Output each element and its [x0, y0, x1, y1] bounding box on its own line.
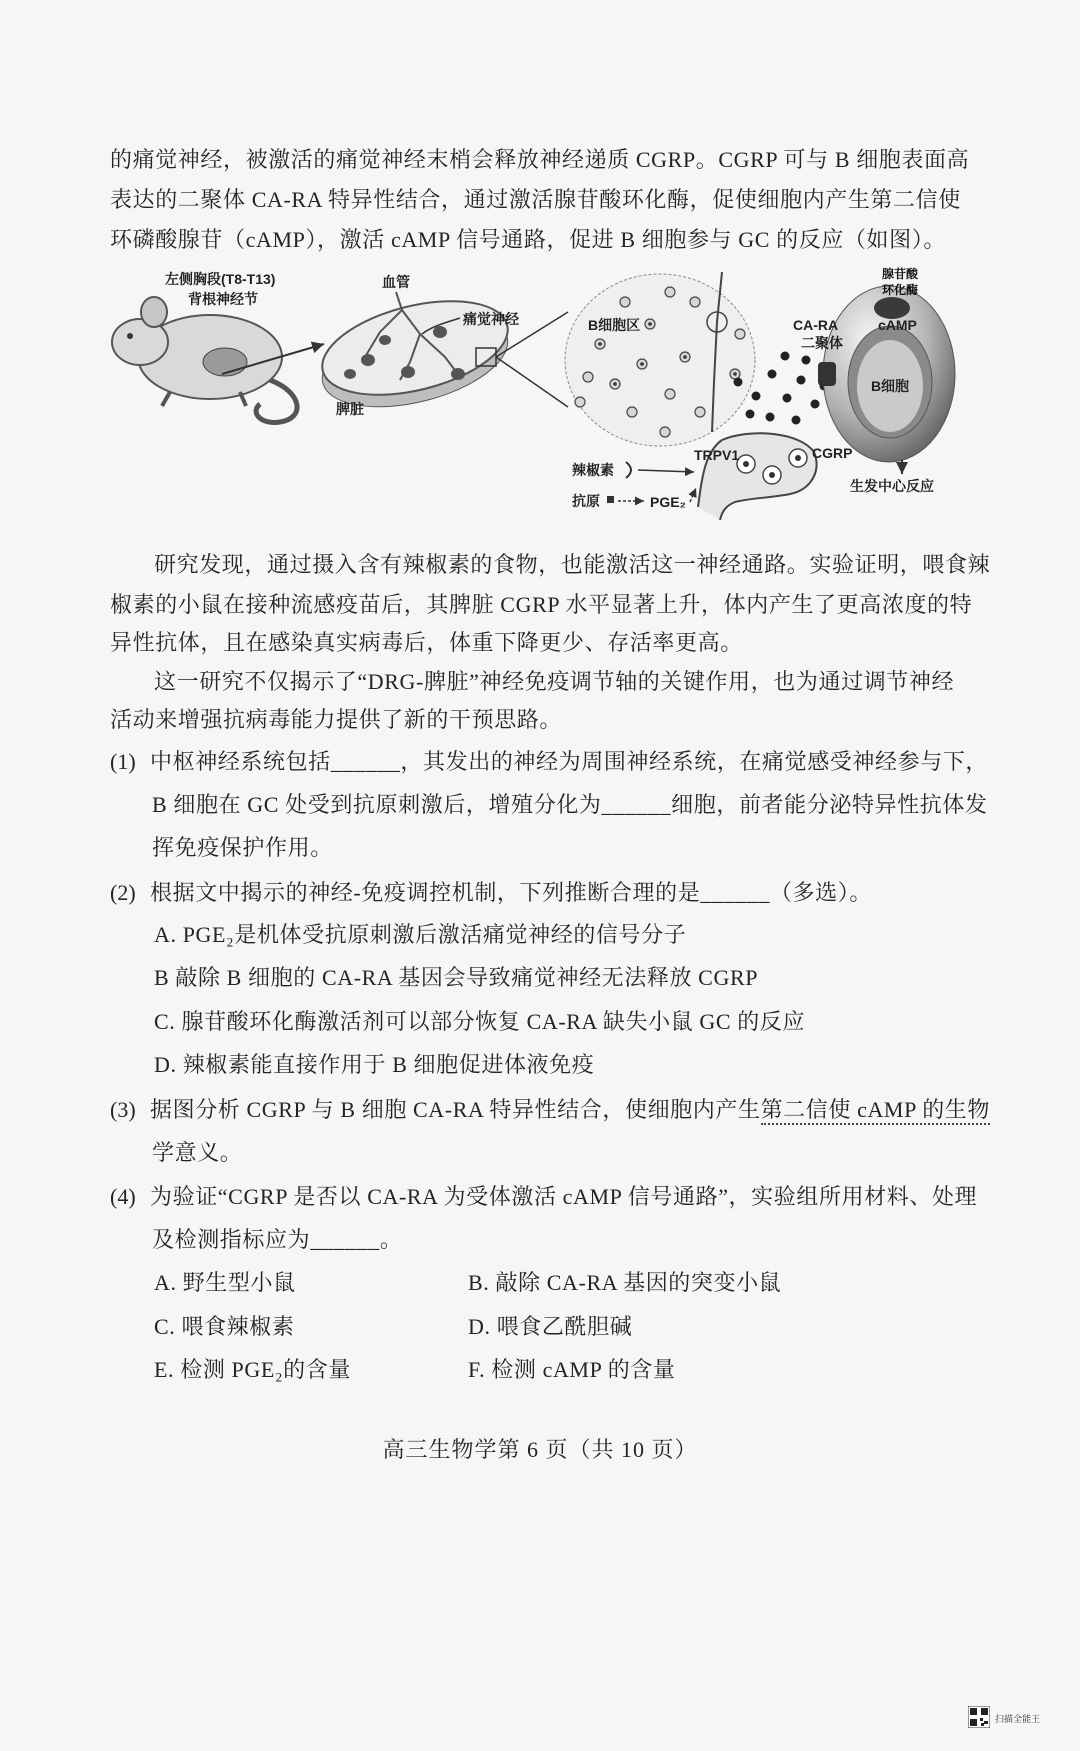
label-ca-ra: CA-RA — [793, 317, 839, 333]
label-pain-nerve: 痛觉神经 — [463, 311, 519, 327]
option-a: A. PGE₂是机体受抗原刺激后激活痛觉神经的信号分子 — [154, 922, 687, 947]
b-cell-small — [665, 287, 675, 297]
b-cell-nucleus — [683, 355, 687, 359]
question-1-text: 中枢神经系统包括 — [150, 749, 331, 774]
question-1-text: B 细胞在 GC 处受到抗原刺激后，增殖分化为 — [152, 792, 602, 817]
question-2-number: (2) — [110, 880, 136, 905]
significance-line: 活动来增强抗病毒能力提供了新的干预思路。 — [110, 707, 563, 732]
question-1-number: (1) — [110, 749, 136, 774]
question-2-text: 根据文中揭示的神经-免疫调控机制，下列推断合理的是 — [150, 880, 701, 905]
label-blood-vessel: 血管 — [382, 274, 410, 290]
significance-line: 这一研究不仅揭示了“DRG-脾脏”神经免疫调节轴的关键作用，也为通过调节神经 — [154, 669, 955, 694]
b-cell-nucleus — [648, 322, 652, 326]
b-cell-small — [690, 297, 700, 307]
cgrp-molecule — [781, 352, 790, 361]
white-pulp — [379, 335, 391, 345]
cgrp-molecule — [752, 392, 761, 401]
cgrp-molecule — [797, 376, 806, 385]
option-a: A. 野生型小鼠 — [154, 1270, 296, 1295]
question-2-stem — [150, 879, 872, 907]
question-2-text: （多选）。 — [769, 880, 872, 905]
question-3-text: 据图分析 CGRP 与 B 细胞 CA-RA 特异性结合，使细胞内产生 — [150, 1097, 761, 1122]
mouse-ganglion-region — [203, 348, 247, 376]
white-pulp — [433, 326, 447, 338]
b-cell-small — [660, 427, 670, 437]
question-1-line: 挥免疫保护作用。 — [152, 835, 333, 860]
cgrp-molecule — [766, 413, 775, 422]
question-3-number: (3) — [110, 1097, 136, 1122]
label-spleen: 脾脏 — [336, 401, 364, 417]
option-e: E. 检测 PGE₂的含量 — [154, 1357, 351, 1382]
mouse-label-segment: 左侧胸段(T8-T13) — [165, 271, 276, 287]
research-line: 研究发现，通过摄入含有辣椒素的食物，也能激活这一神经通路。实验证明，喂食辣 — [154, 552, 991, 577]
label-b-cell: B细胞 — [870, 378, 910, 394]
mouse-label-ganglion: 背根神经节 — [188, 291, 258, 307]
question-4-text: 及检测指标应为 — [152, 1227, 311, 1252]
label-b-cell-zone: B细胞区 — [588, 317, 641, 333]
question-4-text: 。 — [379, 1227, 403, 1252]
option-b: B 敲除 B 细胞的 CA-RA 基因会导致痛觉神经无法释放 CGRP — [154, 965, 759, 990]
cgrp-molecule — [792, 416, 801, 425]
label-trpv1: TRPV1 — [694, 447, 740, 463]
b-cell-small — [695, 407, 705, 417]
option-c: C. 腺苷酸环化酶激活剂可以部分恢复 CA-RA 缺失小鼠 GC 的反应 — [154, 1009, 806, 1034]
antigen-particle — [607, 496, 614, 503]
answer-blank: ______ — [601, 792, 672, 817]
mouse-eye — [127, 333, 133, 339]
scanner-watermark-text: 扫描全能王 — [995, 1714, 1041, 1724]
label-dimer: 二聚体 — [801, 335, 843, 351]
emphasized-text: 第二信使 cAMP 的生物 — [761, 1097, 990, 1125]
answer-blank: ______ — [330, 749, 401, 774]
b-cell-nucleus — [640, 362, 644, 366]
b-cell-small — [575, 397, 585, 407]
white-pulp — [361, 354, 375, 366]
adenylate-cyclase — [874, 297, 910, 319]
cgrp-molecule — [746, 410, 755, 419]
ca-ra-receptor — [818, 362, 836, 386]
vesicle-content — [769, 472, 775, 478]
b-cell-nucleus — [733, 372, 737, 376]
b-cell-small — [620, 297, 630, 307]
b-cell-small — [627, 407, 637, 417]
question-3-line — [150, 1096, 990, 1124]
b-cell-nucleus — [598, 342, 602, 346]
capsaicin-arrow — [638, 470, 694, 472]
label-adenylate-cyclase-2: 环化酶 — [881, 283, 919, 297]
intro-line: 表达的二聚体 CA-RA 特异性结合，通过激活腺苷酸环化酶，促使细胞内产生第二信使 — [110, 187, 961, 212]
option-d: D. 喂食乙酰胆碱 — [468, 1314, 633, 1339]
white-pulp — [401, 366, 415, 378]
vesicle-content — [795, 455, 801, 461]
research-line: 椒素的小鼠在接种流感疫苗后，其脾脏 CGRP 水平显著上升，体内产生了更高浓度的特 — [110, 592, 973, 617]
label-cgrp: CGRP — [812, 445, 853, 461]
cgrp-molecule — [783, 394, 792, 403]
research-line: 异性抗体，且在感染真实病毒后，体重下降更少、存活率更高。 — [110, 630, 743, 655]
cgrp-molecule — [734, 378, 743, 387]
intro-line: 环磷酸腺苷（cAMP），激活 cAMP 信号通路，促进 B 细胞参与 GC 的反应（如图）。 — [110, 227, 946, 252]
option-d: D. 辣椒素能直接作用于 B 细胞促进体液免疫 — [154, 1052, 595, 1077]
question-1-line — [150, 748, 988, 776]
question-1-text: 细胞，前者能分泌特异性抗体发 — [671, 792, 988, 817]
page-footer: 高三生物学第 6 页（共 10 页） — [382, 1437, 698, 1462]
b-cell-small — [583, 372, 593, 382]
b-cell-small — [665, 389, 675, 399]
zoom-line — [496, 357, 568, 407]
question-3-line: 学意义。 — [152, 1140, 243, 1165]
b-cell-nucleus — [613, 382, 617, 386]
question-1-line — [152, 791, 988, 819]
question-4-line — [152, 1226, 402, 1254]
figure-diagram — [110, 262, 960, 527]
option-c: C. 喂食辣椒素 — [154, 1314, 295, 1339]
option-f: F. 检测 cAMP 的含量 — [468, 1357, 676, 1382]
question-4-line: 为验证“CGRP 是否以 CA-RA 为受体激活 cAMP 信号通路”，实验组所用材料、处理 — [150, 1184, 978, 1209]
label-camp: cAMP — [878, 317, 917, 333]
cgrp-molecule — [768, 370, 777, 379]
answer-blank: ______ — [310, 1227, 380, 1252]
pge2-arrow — [690, 488, 696, 502]
cgrp-molecule — [802, 356, 811, 365]
label-adenylate-cyclase-1: 腺苷酸 — [881, 267, 919, 281]
label-antigen: 抗原 — [572, 493, 600, 509]
label-gc-reaction: 生发中心反应 — [850, 478, 934, 494]
white-pulp — [451, 368, 465, 380]
label-pge2: PGE₂ — [650, 494, 686, 510]
label-capsaicin: 辣椒素 — [572, 462, 614, 478]
white-pulp — [344, 369, 356, 379]
cgrp-molecule — [811, 400, 820, 409]
answer-blank: ______ — [700, 880, 770, 905]
b-cell-zone-magnified — [565, 272, 755, 446]
capsaicin-bracket — [626, 462, 631, 478]
question-4-number: (4) — [110, 1184, 136, 1209]
option-b: B. 敲除 CA-RA 基因的突变小鼠 — [468, 1270, 782, 1295]
qr-code-icon — [968, 1706, 990, 1728]
vesicle-content — [743, 461, 749, 467]
intro-line: 的痛觉神经，被激活的痛觉神经末梢会释放神经递质 CGRP。CGRP 可与 B 细胞表面高 — [110, 147, 970, 172]
mouse-ear — [141, 297, 167, 327]
magnified-circle — [565, 274, 755, 446]
question-1-text: ，其发出的神经为周围神经系统，在痛觉感受神经参与下， — [400, 749, 989, 774]
b-cell-small — [735, 329, 745, 339]
b-cell-illustration — [818, 286, 955, 462]
